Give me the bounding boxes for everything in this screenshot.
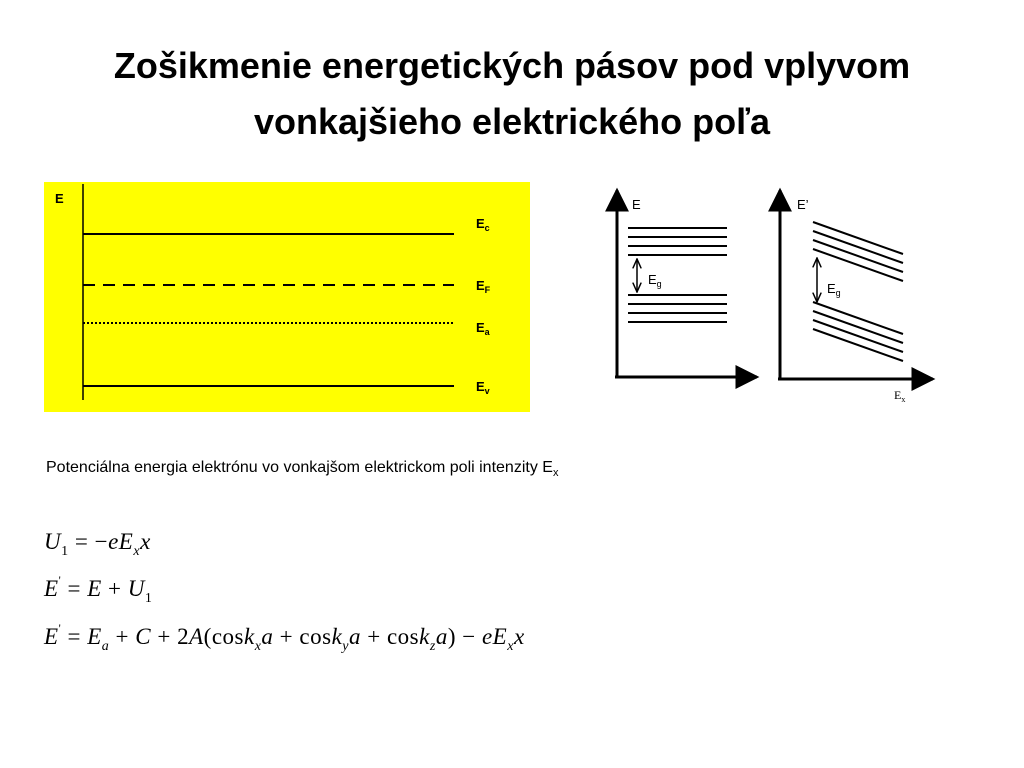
energy-level-diagram [44,182,530,412]
slide-title [0,38,1024,150]
tilted-band-diagram [778,190,933,379]
level-ev-label: $E_v$ [476,379,490,396]
tilted-valence-band [813,302,903,361]
flat-gap-label: $E_g$ [648,272,662,289]
tilted-gap-label: $E_g$ [827,281,841,298]
level-ea-label: $E_a$ [476,320,490,337]
tilted-conduction-band [813,222,903,281]
energy-axis-label: E [55,191,64,206]
equation-3: $E' = E_a + C + 2A(\cos k_xa + \cos k_ya + \cos k_za) - eE_xx$ [44,621,525,654]
flat-energy-axis-label: E [632,197,641,212]
title-line-1: Zošikmenie energetických pásov pod vplyvom [113,45,911,86]
level-ef-label: $E_F$ [476,278,491,295]
level-ec-label: $E_c$ [476,216,490,233]
field-axis-label: $E_x$ [894,388,906,404]
description-text: Potenciálna energia elektrónu vo vonkajšom elektrickom poli intenzity $E_x$ [46,459,559,479]
flat-conduction-band [628,228,727,255]
equation-2: $E' = E + U_1$ [44,573,153,606]
flat-valence-band [628,295,727,322]
flat-band-diagram [615,190,757,377]
title-line-2: vonkajšieho elektrického poľa [253,101,771,142]
energy-level-lines [44,182,530,412]
equation-1: $U_1 = -eE_xx$ [44,529,151,559]
tilted-energy-axis-label: E’ [797,197,809,212]
